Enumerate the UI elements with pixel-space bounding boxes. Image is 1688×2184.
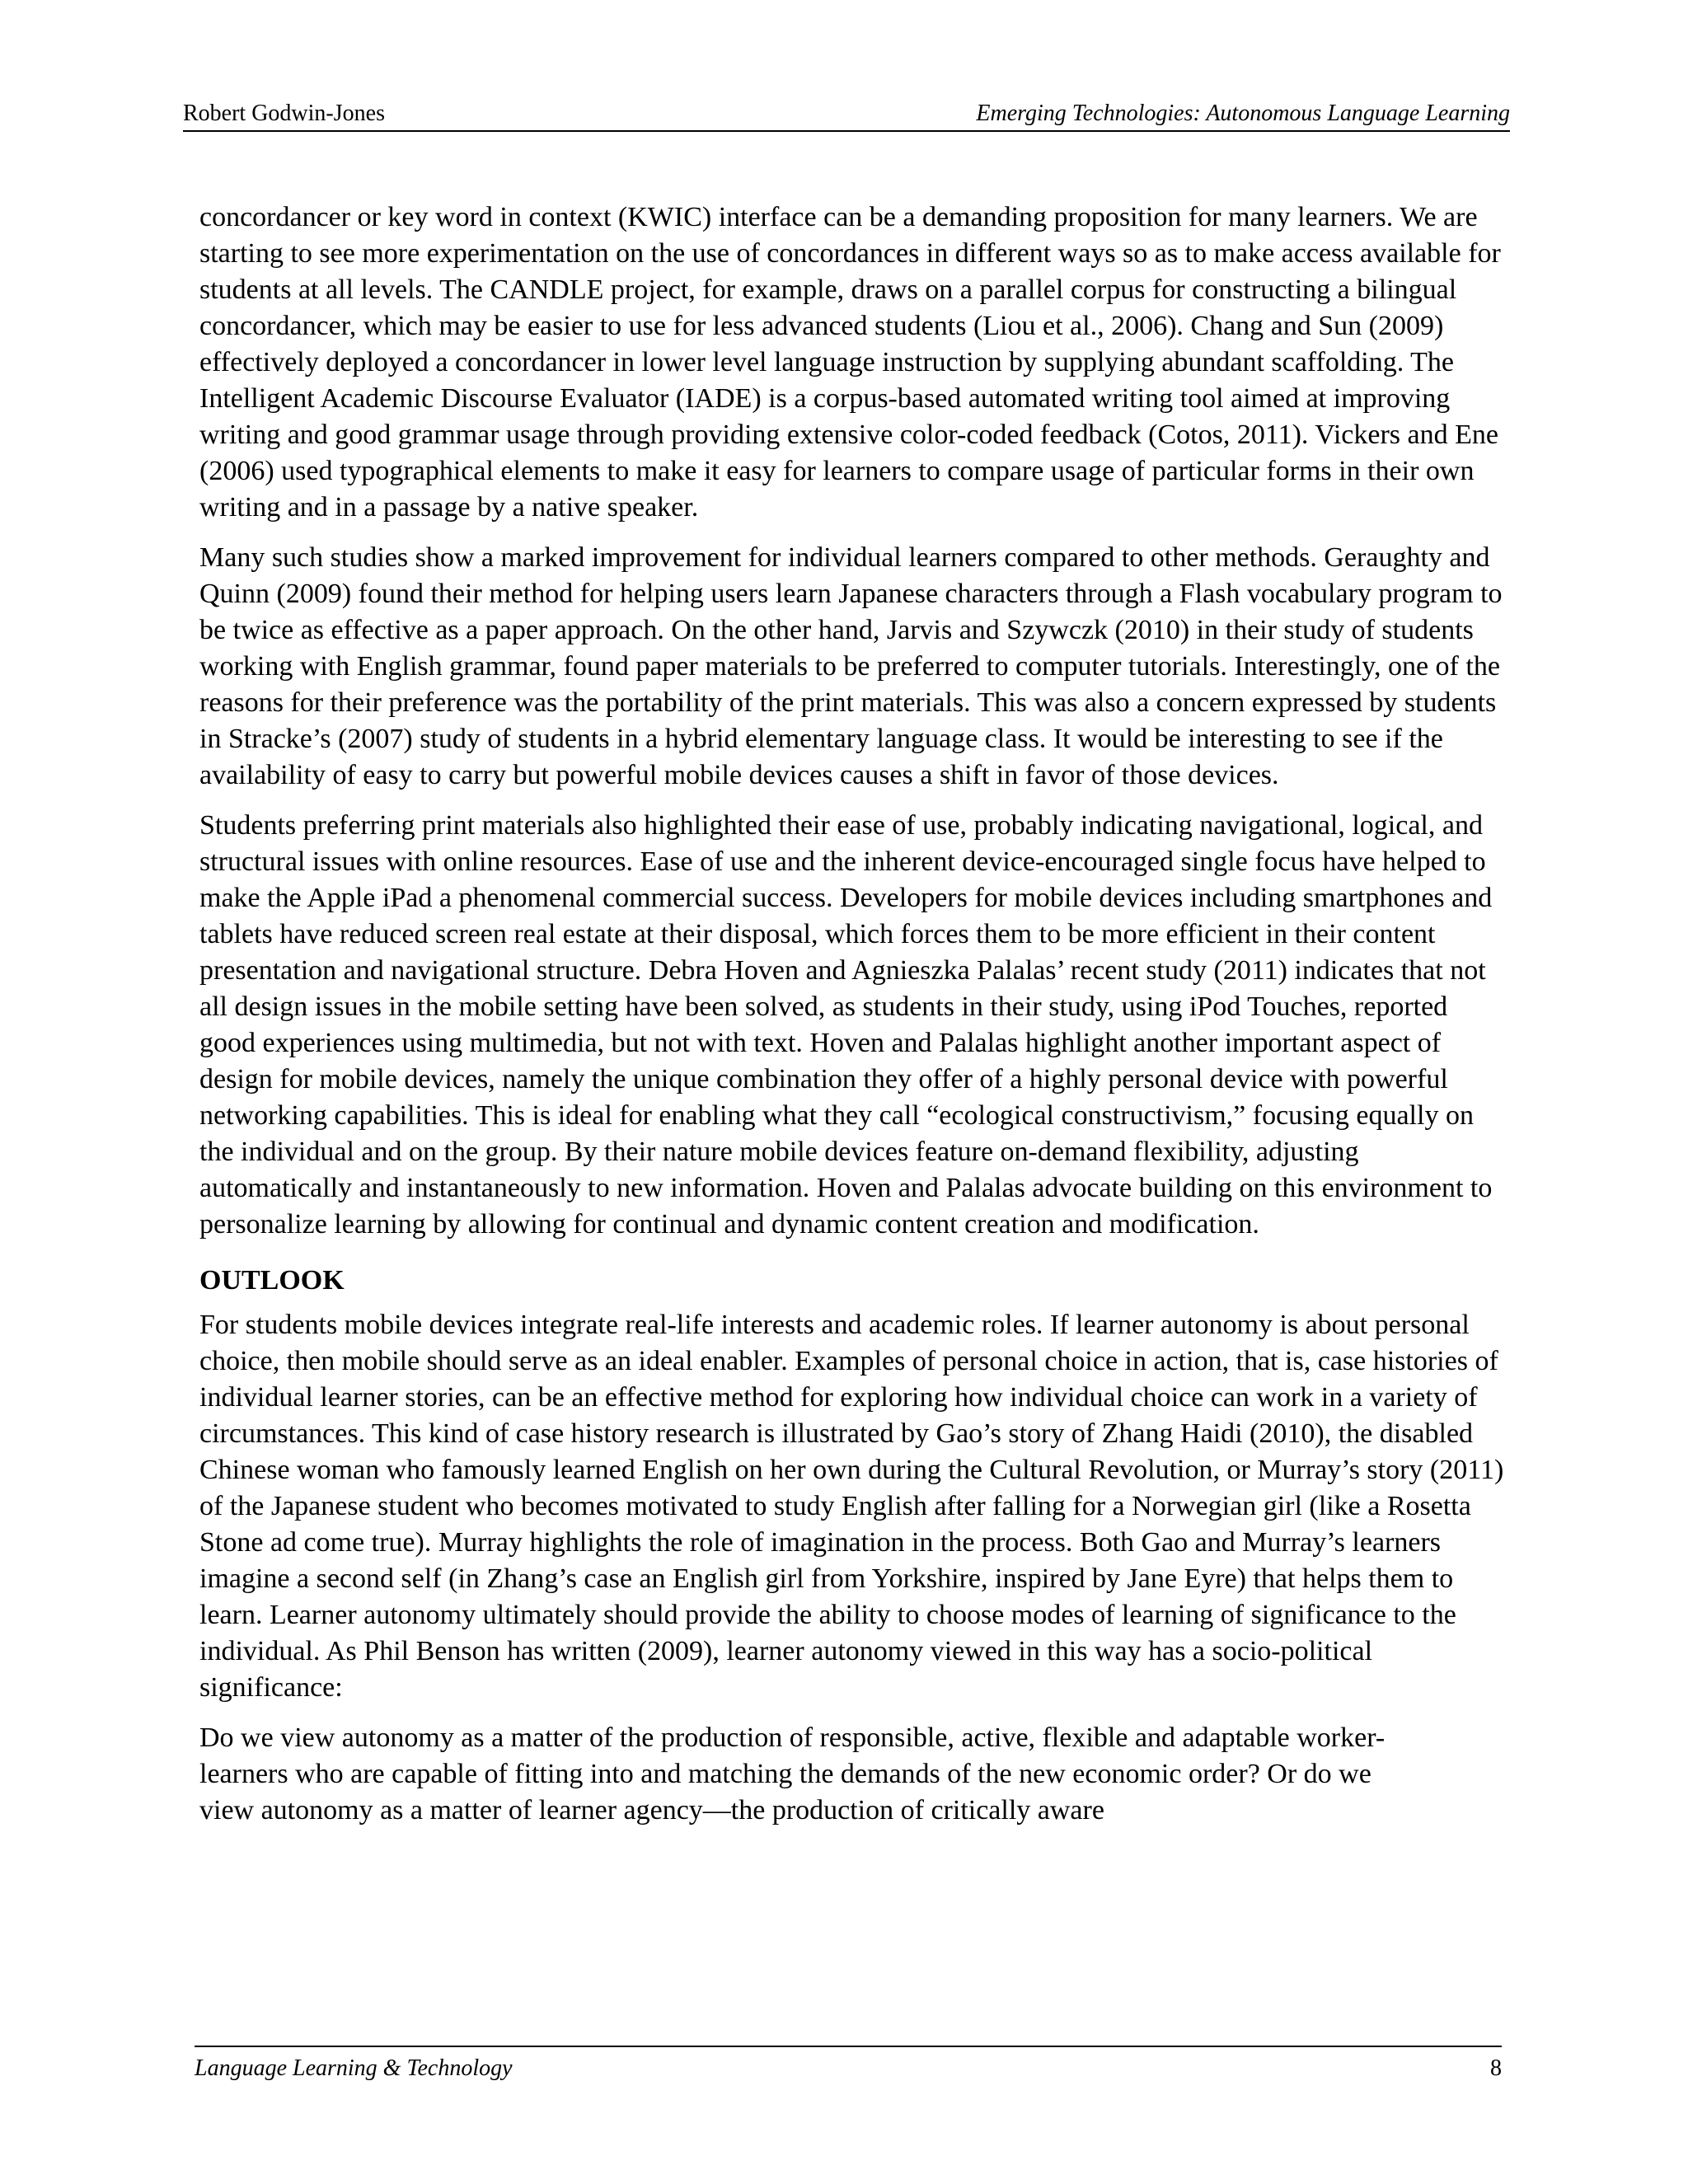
- article-body: [199, 199, 1510, 1843]
- header-section-title: Emerging Technologies: Autonomous Language Learning: [976, 101, 1510, 126]
- running-header: [183, 97, 1510, 132]
- body-paragraph-2: Many such studies show a marked improvement for individual learners compared to other methods. Geraughty and Quinn (2009) found their method for helping users learn Japanese characters through a Flash vocabulary program to be twice as effective as a paper approach. On the other hand, Jarvis and Szywczk (2010) in their study of students working with English grammar, found paper materials to be preferred to computer tutorials. Interestingly, one of the reasons for their preference was the portability of the print materials. This was also a concern expressed by students in Stracke’s (2007) study of students in a hybrid elementary language class. It would be interesting to see if the availability of easy to carry but powerful mobile devices causes a shift in favor of those devices.: [199, 542, 1503, 790]
- body-paragraph-3: Students preferring print materials also highlighted their ease of use, probably indicating navigational, logical, and structural issues with online resources. Ease of use and the inherent device-encouraged single focus have helped to make the Apple iPad a phenomenal commercial success. Developers for mobile devices including smartphones and tablets have reduced screen real estate at their disposal, which forces them to be more efficient in their content presentation and navigational structure. Debra Hoven and Agnieszka Palalas’ recent study (2011) indicates that not all design issues in the mobile setting have been solved, as students in their study, using iPod Touches, reported good experiences using multimedia, but not with text. Hoven and Palalas highlight another important aspect of design for mobile devices, namely the unique combination they offer of a highly personal device with powerful networking capabilities. This is ideal for enabling what they call “ecological constructivism,” focusing equally on the individual and on the group. By their nature mobile devices feature on-demand flexibility, adjusting automatically and instantaneously to new information. Hoven and Palalas advocate building on this environment to personalize learning by allowing for continual and dynamic content creation and modification.: [199, 810, 1493, 1240]
- running-footer: [195, 2046, 1502, 2081]
- header-author: Robert Godwin-Jones: [183, 101, 385, 126]
- footer-journal-name: Language Learning & Technology: [195, 2055, 513, 2081]
- body-paragraph-1: concordancer or key word in context (KWIC) interface can be a demanding proposition for many learners. We are starting to see more experimentation on the use of concordances in different ways so as to make access available for students at all levels. The CANDLE project, for example, draws on a parallel corpus for constructing a bilingual concordancer, which may be easier to use for less advanced students (Liou et al., 2006). Chang and Sun (2009) effectively deployed a concordancer in lower level language instruction by supplying abundant scaffolding. The Intelligent Academic Discourse Evaluator (IADE) is a corpus-based automated writing tool aimed at improving writing and good grammar usage through providing extensive color-coded feedback (Cotos, 2011). Vickers and Ene (2006) used typographical elements to make it easy for learners to compare usage of particular forms in their own writing and in a passage by a native speaker.: [199, 202, 1501, 523]
- outlook-paragraph: For students mobile devices integrate real-life interests and academic roles. If learner autonomy is about personal choice, then mobile should serve as an ideal enabler. Examples of personal choice in action, that is, case histories of individual learner stories, can be an effective method for exploring how individual choice can work in a variety of circumstances. This kind of case history research is illustrated by Gao’s story of Zhang Haidi (2010), the disabled Chinese woman who famously learned English on her own during the Cultural Revolution, or Murray’s story (2011) of the Japanese student who becomes motivated to study English after falling for a Norwegian girl (like a Rosetta Stone ad come true). Murray highlights the role of imagination in the process. Both Gao and Murray’s learners imagine a second self (in Zhang’s case an English girl from Yorkshire, inspired by Jane Eyre) that helps them to learn. Learner autonomy ultimately should provide the ability to choose modes of learning of significance to the individual. As Phil Benson has written (2009), learner autonomy viewed in this way has a socio-political significance:: [199, 1310, 1504, 1703]
- section-heading-outlook: OUTLOOK: [199, 1265, 345, 1296]
- footer-page-number: 8: [1490, 2055, 1502, 2081]
- block-quote: Do we view autonomy as a matter of the production of responsible, active, flexible and adaptable worker-learners who are capable of fitting into and matching the demands of the new economic order? Or do we view autonomy as a matter of learner agency—the production of critically aware: [199, 1722, 1386, 1825]
